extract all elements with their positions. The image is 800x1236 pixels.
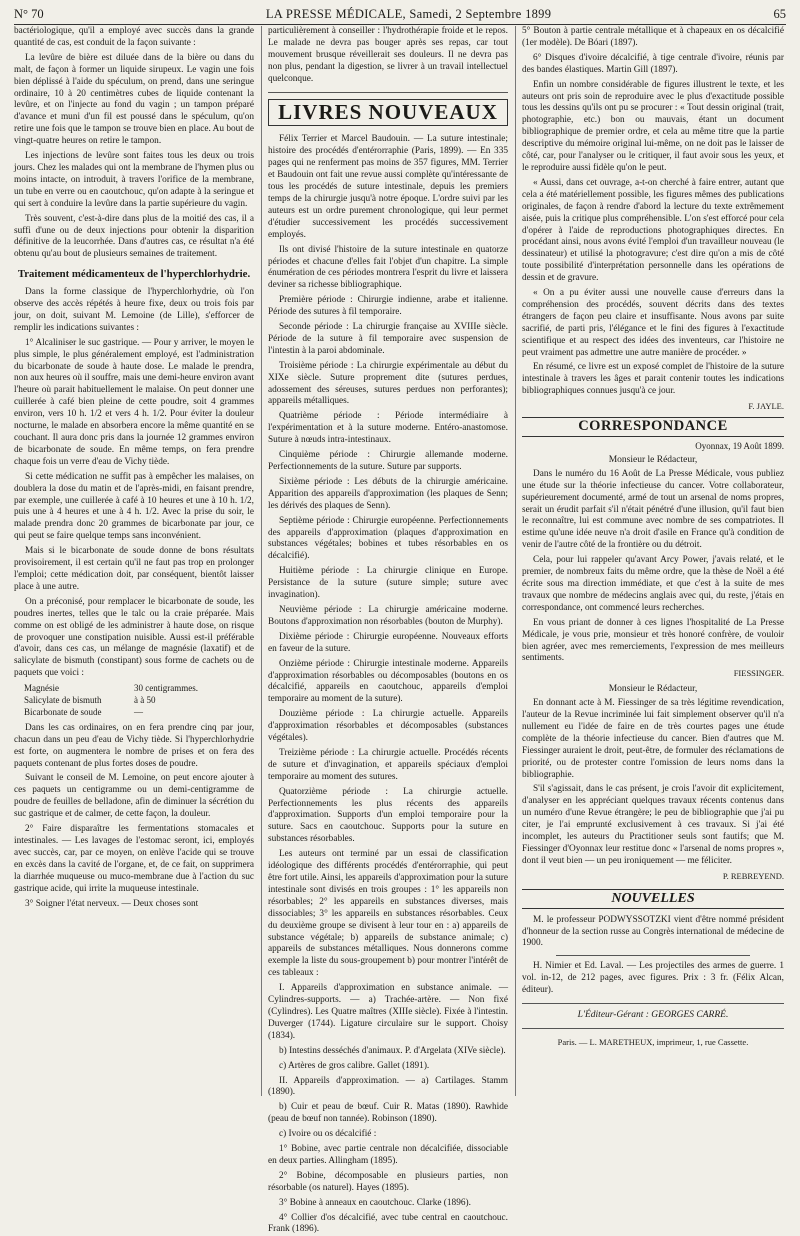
divider — [268, 92, 508, 93]
prescription — [14, 683, 254, 719]
issue-number: N° 70 — [14, 7, 44, 21]
paragraph: Si cette médication ne suffit pas à empêcher les malaises, on doublera la dose du matin et de l'après-midi, en faisant prendre, par exemple, une cuillerée à café à 10 heures et une à 10 h. 1/2, puis une à 4 heures et une à 4 h. 1/2. Avec la prise du soir, le malade prendra donc 20 grammes de bicarbonate par jour, ce qui peut se faire quelque temps sans inconvénient. — [14, 471, 254, 542]
paragraph: Quatrième période : Période intermédiaire à l'expérimentation et à la suture moderne. Entéro-anastomose. Suture à nœuds intra-intestinaux. — [268, 411, 508, 446]
section-heading: LIVRES NOUVEAUX — [278, 99, 498, 124]
column-divider — [261, 26, 262, 1096]
divider — [522, 1003, 784, 1004]
paragraph: Première période : Chirurgie indienne, arabe et italienne. Période des sutures à fil temporaire. — [268, 295, 508, 318]
rx-name: Bicarbonate de soude — [24, 706, 102, 717]
paragraph: Onzième période : Chirurgie intestinale moderne. Appareils d'approximation résorbables ou décomposables (boutons en os décalcifié, appareils en caoutchouc, appareils d'emploi temporaire au moment de la suture). — [268, 658, 508, 705]
paragraph: En vous priant de donner à ces lignes l'hospitalité de La Presse Médicale, je vous prie, monsieur et très honoré confrère, de vouloir bien agréer, avec mes remerciements, l'expression de mes meilleurs sentiments. — [522, 617, 784, 664]
paragraph: Ils ont divisé l'histoire de la suture intestinale en quatorze périodes et chacune d'elles fait l'objet d'un chapitre. La simple énumération de ces périodes montrera l'esprit du livre et laissera deviner sa richesse bibliographique. — [268, 244, 508, 291]
paragraph: 3° Soigner l'état nerveux. — Deux choses sont — [25, 898, 199, 909]
paragraph: 5° Bouton à partie centrale métallique et à chapeaux en os décalcifié (1er modèle). De Bóari (1897). — [522, 26, 784, 48]
paragraph: On a préconisé, pour remplacer le bicarbonate de soude, les poudres inertes, telles que le talc ou la craie préparée. Mais comme on est obligé de les administrer à haute dose, on risque de provoquer une constipation nuisible. Aussi est-il préférable d'avoir, dans ces cas, un mélange de magnésie (laxatif) et de salicylate de bismuth (constipant) sous forme de cachets ou de paquets que voici : — [14, 596, 254, 679]
paragraph: S'il s'agissait, dans le cas présent, je crois l'avoir dit explicitement, d'analyser en les appréciant quelques travaux récents contenus dans un numéro d'une Revue étrangère; le peu de bibliographie que j'ai pu citer, je l'ai emprunté exclusivement à ces travaux. Si j'ai été incomplet, les auteurs du Practitioner seuls sont fautifs; que M. Fiessinger d'Oyonnax leur restitue donc « l'arsenal de noms propres », dont il veut bien — un peu ironiquement — me féliciter. — [522, 784, 784, 866]
signature: FIESSINGER. — [733, 668, 784, 679]
signature: F. JAYLE. — [748, 401, 784, 412]
rx-name: Salicylate de bismuth — [24, 695, 102, 706]
paragraph: 6° Disques d'ivoire décalcifié, à tige centrale d'ivoire, réunis par des bandes élastiques. Martin Gill (1897). — [522, 52, 784, 75]
paragraph: b) Intestins desséchés d'animaux. P. d'Argelata (XIVe siècle). — [279, 1045, 506, 1056]
paragraph: Cinquième période : Chirurgie allemande moderne. Perfectionnements de la suture. Suture par supports. — [268, 450, 508, 472]
column-2 — [268, 26, 508, 1235]
paragraph: « On a pu éviter aussi une nouvelle cause d'erreurs dans la compréhension des procédés, souvent décrits dans des textes étrangers de façon peu claire et insuffisante. Nous avons par suite sacrifié, de parti pris, l'élégance et le fini des figures à l'exactitude scientifique et au respect des idées des inventeurs, car l'histoire ne peut vraiment pas admettre une autre manière de procéder. » — [522, 288, 784, 358]
page-header — [14, 4, 786, 25]
paragraph: c) Artères de gros calibre. Gallet (1891). — [279, 1060, 430, 1071]
paragraph: c) Ivoire ou os décalcifié : — [279, 1129, 377, 1140]
paragraph: Dans le numéro du 16 Août de La Presse Médicale, vous publiez une étude sur la théorie infectieuse du cancer. Votre collaborateur, supérieurement documenté, armé de tout un arsenal de noms propres, serait un érudit parfait s'il n'était pénétré d'une illusion, qu'il faut bien le reconnaître, lui est commune avec nombre de ses compatriotes. Il estime qu'une idée neuve n'a droit d'asile en France qu'à condition de venir de l'autre côté de la frontière ou du détroit. — [522, 468, 784, 551]
paragraph: Huitième période : La chirurgie clinique en Europe. Persistance de la suture (suture simple; suture avec invagination). — [268, 566, 508, 601]
column-1 — [14, 26, 254, 1098]
paragraph: 4° Collier d'os décalcifié, avec tube central en caoutchouc. Frank (1896). — [268, 1212, 508, 1235]
paragraph: 2° Faire disparaître les fermentations stomacales et intestinales. — Les lavages de l'estomac seront, ici, employés avec succès, car, par ce moyen, on enlève l'acide qui se trouve en excès dans la cavité de l'organe, et, de ce fait, on supprimera la diarrhée muqueuse ou muco-membrane due à l'action du suc gastrique acide, qui irrite la muqueuse intestinale. — [14, 824, 254, 894]
paragraph: Dans les cas ordinaires, on en fera prendre cinq par jour, chacun dans un peu d'eau de Vichy tiède. Si l'hyperchlorhydrie est forte, on augmentera le nombre de prises et on fera des paquets contenant de plus fortes doses de poudre. — [14, 722, 254, 769]
paragraph: 1° Alcaliniser le suc gastrique. — Pour y arriver, le moyen le plus simple, le plus généralement employé, est l'administration du bicarbonate de soude à haute dose. Le malade le prendra, non aux heures où il souffre, mais une demi-heure environ avant l'heure où parait habituellement le malaise. On peut donner une cuillerée à café bien pleine de cette poudre, soit 4 grammes environ, vers 10 h. 1/2 et vers 4 h. 1/2. Pour éviter la douleur nocturne, le malade en absorbera encore la même quantité en se couchant. Il aura donc pris dans la journée 12 grammes environ de bicarbonate de soude. En même temps, on fera prendre chaque fois un verre d'eau de Vichy tiède. — [14, 337, 254, 467]
article-title: Traitement médicamenteux de l'hyperchlorhydrie. — [17, 268, 251, 281]
section-heading: CORRESPONDANCE — [522, 417, 784, 437]
salutation: Monsieur le Rédacteur, — [608, 454, 698, 465]
paragraph: Très souvent, c'est-à-dire dans plus de la moitié des cas, il a suffi d'une ou de deux injections pour obtenir la disparition définitive de la leucorrhée. Dans d'autres cas, ce résultat n'a été obtenu qu'au bout de plusieurs semaines de traitement. — [14, 213, 254, 260]
paragraph: 3° Bobine à anneaux en caoutchouc. Clarke (1896). — [279, 1197, 471, 1208]
rx-dose: — — [134, 706, 143, 717]
paragraph: particulièrement à conseiller : l'hydrothérapie froide et le repos. Le malade ne devra pas bouger après ses repas, car tout mouvement brusque réveillerait ses douleurs. Il ne devra pas non plus, pendant la digestion, se livrer à un travail intellectuel quelconque. — [268, 26, 508, 84]
paragraph: Dans la forme classique de l'hyperchlorhydrie, où l'on observe des accès répétés à heure fixe, deux ou trois fois par jour, on doit, suivant M. Lemoine (de Lille), s'efforcer de remplir les indications suivantes : — [14, 287, 254, 333]
paragraph: Sixième période : Les débuts de la chirurgie américaine. Apparition des appareils d'approximation (les plaques de Senn; les dérivés des plaques de Senn). — [268, 476, 508, 511]
paragraph: La levûre de bière est diluée dans de la bière ou dans du malt, de façon à former un liquide sirupeux. Le vagin une fois bien déplissé à l'aide du spéculum, on prend, dans une seringue ordinaire, 10 à 20 centimètres cubes de liquide contenant la levûre, et on l'injecte au fond du vagin ; un tampon préparé d'avance et muni d'un fil est poussé dans le spéculum, qu'on retire une fois que le tampon se trouve bien en place. Au bout de vingt-quatre heures on retire le tampon. — [14, 52, 254, 147]
paragraph: b) Cuir et peau de bœuf. Cuir R. Matas (1890). Rawhide (peau de bœuf non tannée). Robinson (1890). — [268, 1102, 508, 1125]
paragraph: En résumé, ce livre est un exposé complet de l'histoire de la suture intestinale à travers les âges et parait contenir toutes les indications bibliographiques connues jusqu'à ce jour. — [522, 362, 784, 397]
paragraph: 2° Bobine, décomposable en plusieurs parties, non résorbable (os naturel). Hayes (1895). — [268, 1170, 508, 1193]
divider — [556, 955, 750, 956]
paragraph: Mais si le bicarbonate de soude donne de bons résultats provisoirement, il est certain qu'il ne faut pas trop en prolonger l'emploi; cette médication doit, par conséquent, bientôt laisser place à une autre. — [14, 546, 254, 592]
column-divider — [515, 26, 516, 1096]
divider — [522, 1028, 784, 1029]
paragraph: Cela, pour lui rappeler qu'avant Arcy Power, j'avais relaté, et le premier, de nombreux faits du même ordre, que la thèse de Noël a été écrite sous ma direction immédiate, et que c'est à la suite de mes travaux que nombre de médecins anglais avec qui, du reste, j'étais en correspondance, ont commencé leurs recherches. — [522, 555, 784, 613]
editor-line: L'Éditeur-Gérant : GEORGES CARRÉ. — [577, 1010, 729, 1021]
section-heading: NOUVELLES — [522, 889, 784, 909]
printer-line: Paris. — L. MARETHEUX, imprimeur, 1, rue Cassette. — [557, 1036, 749, 1047]
signature: P. REBREYEND. — [722, 870, 784, 881]
paragraph: M. le professeur PODWYSSOTZKI vient d'être nommé président d'honneur de la section russe au Congrès international de médecine de 1900. — [522, 914, 784, 949]
journal-title: LA PRESSE MÉDICALE, Samedi, 2 Septembre 1899 — [265, 7, 552, 21]
rx-brace: à à 50 — [134, 695, 156, 706]
paragraph: Treizième période : La chirurgie actuelle. Procédés récents de suture et d'invagination, et appareils spéciaux d'emploi temporaire au moment des sutures. — [268, 747, 508, 782]
paragraph: Seconde période : La chirurgie française au XVIIIe siècle. Période de la suture à fil temporaire avec suspension de l'intestin à la paroi abdominale. — [268, 322, 508, 356]
paragraph: Félix Terrier et Marcel Baudouin. — La suture intestinale; histoire des procédés d'entérorraphie (Paris, 1899). — En 335 pages qui ne renferment pas moins de 357 figures, MM. Terrier et Baudouin ont fait une revue aussi complète qu'intéressante de tous les procédés de suture intestinale, depuis les premiers temps de la chirurgie jusqu'à notre époque. L'ordre suivi par les auteurs est un ordre purement chronologique, qui leur permet d'étudier successivement les procédés successivement employés. — [268, 134, 508, 240]
paragraph: Dixième période : Chirurgie européenne. Nouveaux efforts en faveur de la suture. — [268, 631, 508, 654]
paragraph: « Aussi, dans cet ouvrage, a-t-on cherché à faire entrer, autant que cela a été matériellement possible, les figures mêmes des publications originales, de façon à rendre d'abord la lecture du texte extrêmement aisée, puis la critique plus compréhensible. L'on s'est efforcé pour cela d'opérer à l'aide de reproductions photographiques directes. En procédant ainsi, nous avons évité l'emploi d'un travailleur nouveau (le dessinateur) et utilisé la photogravure; c'est dire qu'on a mis de côté toute possibilité d'interprétation personnelle dans les opérations de dessin et de gravure. — [522, 177, 784, 284]
paragraph: H. Nimier et Ed. Laval. — Les projectiles des armes de guerre. 1 vol. in-12, de 212 pages, avec figures. Prix : 3 fr. (Félix Alcan, éditeur). — [522, 961, 784, 996]
paragraph: I. Appareils d'approximation en substance animale. — Cylindres-supports. — a) Trachée-artère. — Non fixé (Cylindres). Les Quatre maîtres (XIIIe siècle). Fixée à l'intestin. Duverger (1744). Ligature circulaire sur le support. Choisy (1834). — [268, 983, 508, 1041]
rx-name: Magnésie — [24, 683, 59, 694]
paragraph: Neuvième période : La chirurgie américaine moderne. Boutons d'approximation non résorbables (bouton de Murphy). — [268, 604, 508, 627]
paragraph: 1° Bobine, avec partie centrale non décalcifiée, dissociable en deux parties. Allingham (1895). — [268, 1144, 508, 1166]
paragraph: II. Appareils d'approximation. — a) Cartilages. Stamm (1890). — [268, 1075, 508, 1098]
letter-date: Oyonnax, 19 Août 1899. — [695, 441, 784, 451]
section-box — [268, 99, 508, 127]
rx-dose: 30 centigrammes. — [134, 683, 198, 694]
salutation: Monsieur le Rédacteur, — [608, 684, 698, 695]
column-3 — [522, 26, 784, 1098]
paragraph: Douzième période : La chirurgie actuelle. Appareils d'approximation résorbables et décomposables (substances végétales). — [268, 709, 508, 744]
paragraph: En donnant acte à M. Fiessinger de sa très légitime revendication, l'auteur de la Revue incriminée lui fait simplement observer qu'il n'a nullement eu l'idée de faire en de très courtes pages une étude complète de la théorie infectieuse du cancer. Bien d'autres que M. Fiessinger auraient le droit, peut-être, de formuler des réclamations de priorité, ou de protester contre l'omission de leurs noms dans la bibliographie. — [522, 698, 784, 780]
paragraph: Les injections de levûre sont faites tous les deux ou trois jours. Chez les malades qui ont la membrane de l'hymen plus ou moins intacte, on introduit, à travers l'orifice de la membrane, un tube en verre ou en caoutchouc, qu'on adapte à la seringue et qui sert à conduire la levûre dans la partie supérieure du vagin. — [14, 151, 254, 209]
paragraph: Enfin un nombre considérable de figures illustrent le texte, et les auteurs ont pris soin de reproduire avec le plus d'exactitude possible tous les dessins qu'ils ont pu se procurer : « Tout dessin original (trait, photographie, etc.) bon ou mauvais, étant un document bibliographique de premier ordre, et cela au même titre que la partie descriptive du mémoire original lui-même, on ne doit pas le laisser de côté, car, pour l'analyser ou le critiquer, il faut avoir sous les yeux, et le reproduire aussi fidèle qu'on le peut. — [522, 79, 784, 173]
paragraph: Septième période : Chirurgie européenne. Perfectionnements des appareils d'approximation (plaques d'approximation en substances végétales; bobines et tubes résorbables en os décalcifié). — [268, 515, 508, 562]
paragraph: Suivant le conseil de M. Lemoine, on peut encore ajouter à ces paquets un centigramme ou un demi-centigramme de poudre de feuilles de belladone, afin de diminuer la sécrétion du suc gastrique et de calmer, de cette façon, la douleur. — [14, 773, 254, 820]
paragraph: Quatorzième période : La chirurgie actuelle. Perfectionnements les plus récents des appareils d'approximation. Supports d'un emploi temporaire pour la suture. Sacs en caoutchouc. Supports pour la suture en substances résorbables. — [268, 786, 508, 845]
page-number: 65 — [773, 7, 786, 21]
paragraph: bactériologique, qu'il a employé avec succès dans la grande quantité de cas, est conduit de la façon suivante : — [14, 26, 254, 48]
paragraph: Troisième période : La chirurgie expérimentale au début du XIXe siècle. Suture proprement dite (sutures perdues, adossement des séreuses, sutures perdues non perforantes); appareils métalliques. — [268, 360, 508, 407]
paragraph: Les auteurs ont terminé par un essai de classification idéologique des différents procédés d'entérorraphie, qui peut être fort utile. Ainsi, les appareils d'approximation pour la suture intestinale sont divisés en trois groupes : 1° les appareils non résorbables; 2° les appareils en substances diverses, mais dissociables; 3° les appareils en substances résorbables. Ceux du deuxième groupe se divisent à leur tour en : a) appareils de substance végétale; b) appareils de substance animale; c) appareils de substances métalliques. Nous donnerons comme exemple la liste du sous-groupement b) pour montrer l'intérêt de ces tableaux : — [268, 849, 508, 979]
